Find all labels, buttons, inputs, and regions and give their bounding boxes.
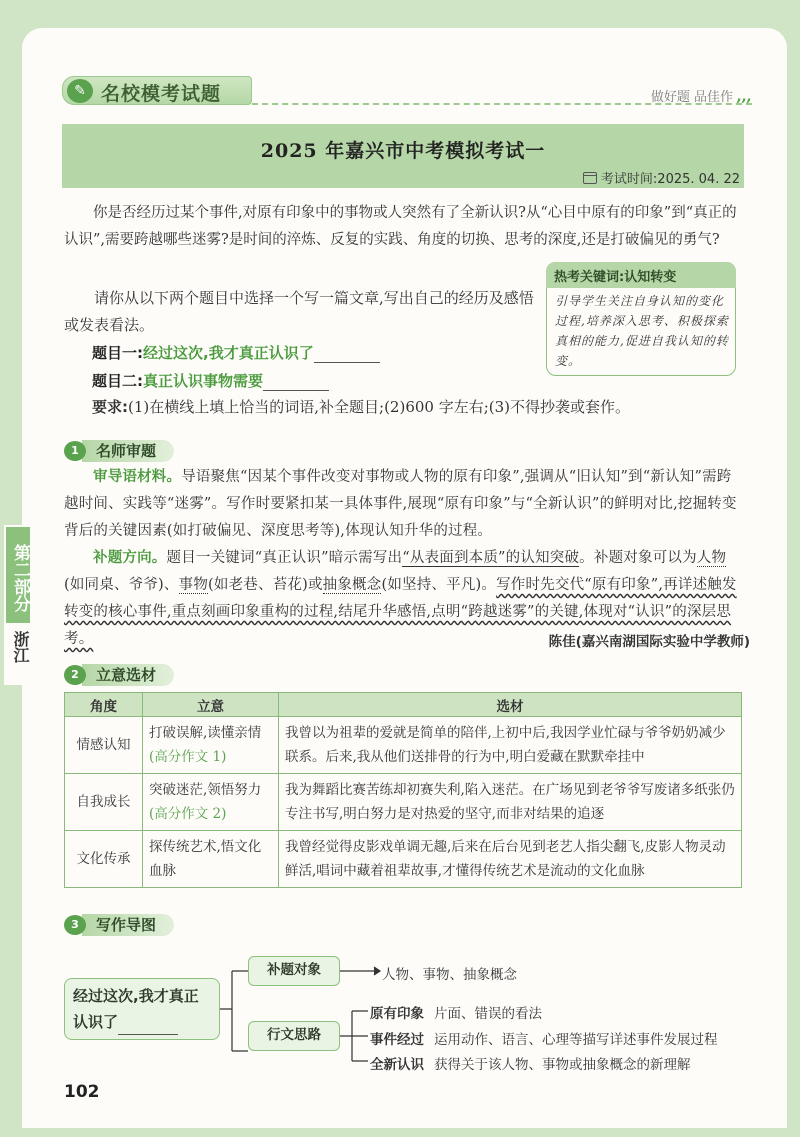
exam-title: 2025 年嘉兴市中考模拟考试一 xyxy=(260,140,546,162)
mindmap-step: 全新认识 获得关于该人物、事物或抽象概念的新理解 xyxy=(370,1057,691,1073)
material-section-title: 立意选材 xyxy=(82,664,174,686)
section-number-icon: 3 xyxy=(64,915,86,935)
slogan: 做好题 品佳作 ,,, xyxy=(650,90,752,105)
table-header: 立意 xyxy=(143,693,279,717)
mindmap-node-topic: 补题对象 xyxy=(248,956,340,986)
teacher-paragraph-1: 审导语材料。导语聚焦“因某个事件改变对事物或人物的原有印象”,强调从“旧认知”到“新认知”需跨越时间、实践等“迷雾”。写作时要紧扣某一具体事件,展现“原有印象”与“全新认识”的鲜明对比,挖掘转变背后的关键因素(如打破偏见、深度思考等),体现认知升华的过程。 xyxy=(64,469,737,539)
page-number: 102 xyxy=(64,1082,100,1102)
table-row xyxy=(65,831,742,888)
mindmap-step: 事件经过 运用动作、语言、心理等描写详述事件发展过程 xyxy=(370,1032,718,1048)
table-cell-idea: 打破误解,读懂亲情(高分作文 1) xyxy=(143,717,279,774)
hot-keyword-title: 热考关键词:认知转变 xyxy=(546,262,736,288)
hot-keyword-body: 引导学生关注自身认知的变化过程,培养深入思考、积极探索真相的能力,促进自我认知的转变。 xyxy=(555,294,729,368)
exam-date: 考试时间:2025. 04. 22 xyxy=(583,168,740,187)
section-header-tab xyxy=(62,76,252,105)
section-number-icon: 1 xyxy=(64,441,86,461)
pen-icon: ✎ xyxy=(67,79,93,103)
prompt-instruction: 请你从以下两个题目中选择一个写一篇文章,写出自己的经历及感悟或发表看法。 xyxy=(64,289,534,334)
prompt-intro: 你是否经历过某个事件,对原有印象中的事物或人突然有了全新认识?从“心目中原有的印象”到“真正的认识”,需要跨越哪些迷雾?是时间的淬炼、反复的实践、角度的切换、思考的深度,还是打破偏见的勇气? xyxy=(64,205,737,248)
mindmap-topic-text: 人物、事物、抽象概念 xyxy=(382,967,517,983)
teacher-paragraph-2: 补题方向。题目一关键词“真正认识”暗示需写出“从表面到本质”的认知突破。补题对象可以为人物(如同桌、爷爷)、事物(如老巷、苔花)或抽象概念(如坚持、平凡)。写作时先交代“原有印象”,再详述触发转变的核心事件,重点刻画印象重构的过程,结尾升华感悟,点明“跨越迷雾”的关键,体现对“认识”的深层思考。 xyxy=(64,550,737,647)
topic-one: 题目一:经过这次,我才真正认识了 xyxy=(92,342,380,363)
mindmap-root: 经过这次,我才真正认识了 xyxy=(64,978,220,1040)
side-tab xyxy=(4,525,32,685)
exam-banner xyxy=(62,124,744,188)
table-cell-angle: 情感认知 xyxy=(65,717,143,774)
table-cell-idea: 突破迷茫,领悟努力(高分作文 2) xyxy=(143,774,279,831)
section-header-bar xyxy=(62,76,752,106)
teacher-section-title: 名师审题 xyxy=(82,440,174,462)
table-cell-material: 我曾经觉得皮影戏单调无趣,后来在后台见到老艺人指尖翻飞,皮影人物灵动鲜活,唱词中藏着祖辈故事,才懂得传统艺术是流动的文化血脉 xyxy=(279,831,742,888)
table-header: 角度 xyxy=(65,693,143,717)
calendar-icon xyxy=(583,172,597,184)
side-tab-part: 第二部分 xyxy=(6,527,30,623)
table-row xyxy=(65,717,742,774)
table-cell-angle: 文化传承 xyxy=(65,831,143,888)
mindmap-step: 原有印象 片面、错误的看法 xyxy=(370,1006,542,1022)
table-header-row xyxy=(65,693,742,717)
material-table xyxy=(64,692,742,888)
writing-mindmap xyxy=(60,945,750,1085)
section-title: 名校模考试题 xyxy=(101,83,222,105)
table-row xyxy=(65,774,742,831)
side-tab-region: 浙江 xyxy=(11,631,30,663)
table-header: 选材 xyxy=(279,693,742,717)
hot-keyword-box xyxy=(546,262,736,376)
table-cell-material: 我为舞蹈比赛苦练却初赛失利,陷入迷茫。在广场见到老爷爷写废诸多纸张仍专注书写,明白努力是对热爱的坚守,而非对结果的追逐 xyxy=(279,774,742,831)
table-cell-material: 我曾以为祖辈的爱就是简单的陪伴,上初中后,我因学业忙碌与爷爷奶奶减少联系。后来,我从他们送排骨的行为中,明白爱藏在默默牵挂中 xyxy=(279,717,742,774)
requirements: 要求:(1)在横线上填上恰当的词语,补全题目;(2)600 字左右;(3)不得抄袭或套作。 xyxy=(92,398,631,416)
mindmap-node-structure: 行文思路 xyxy=(248,1021,340,1051)
table-cell-idea: 探传统艺术,悟文化血脉 xyxy=(143,831,279,888)
table-cell-angle: 自我成长 xyxy=(65,774,143,831)
section-number-icon: 2 xyxy=(64,665,86,685)
mindmap-section-title: 写作导图 xyxy=(82,914,174,936)
teacher-signature: 陈佳(嘉兴南湖国际实验中学教师) xyxy=(548,634,750,650)
topic-two: 题目二:真正认识事物需要 xyxy=(92,370,329,391)
